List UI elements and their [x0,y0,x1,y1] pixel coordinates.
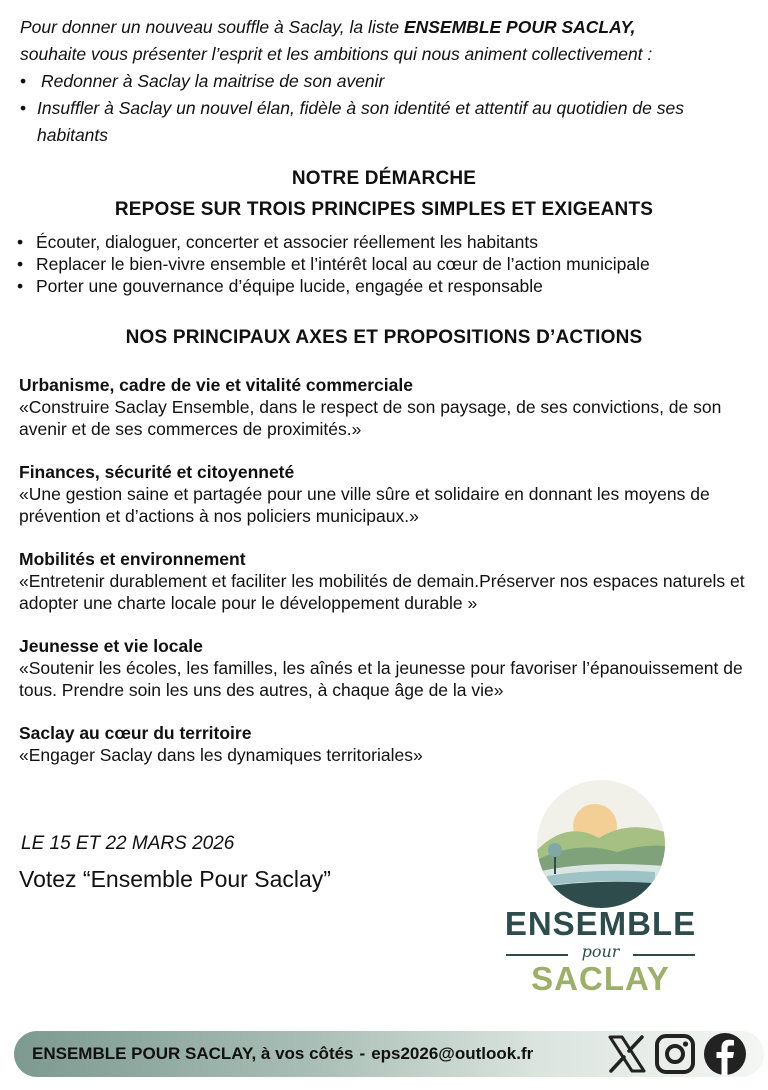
logo-text-saclay: SACLAY [531,960,670,997]
principle-item: • Écouter, dialoguer, concerter et associer réellement les habitants [17,231,757,253]
demarche-title-line-2: REPOSE SUR TROIS PRINCIPES SIMPLES ET EXIGEANTS [114,199,654,220]
campaign-logo [498,768,703,1000]
axis-text: «Engager Saclay dans les dynamiques territoriales» [19,745,423,765]
intro-section [20,14,755,149]
intro-line-1: Pour donner un nouveau souffle à Saclay, la liste ENSEMBLE POUR SACLAY, [20,17,636,37]
footer-slogan: ENSEMBLE POUR SACLAY, à vos côtés [32,1044,354,1063]
footer-bar [14,1031,764,1077]
election-dates: LE 15 ET 22 MARS 2026 [21,833,235,854]
logo-divider [633,954,695,956]
facebook-icon[interactable] [703,1031,747,1077]
intro-bullets [20,68,755,149]
axes-list [19,374,749,787]
axis-item [19,461,749,527]
logo-text-ensemble: ENSEMBLE [504,905,697,942]
list-item: • Redonner à Saclay la maitrise de son avenir [20,68,755,95]
axis-text: «Une gestion saine et partagée pour une ville sûre et solidaire en donnant les moyens de prévention et d’actions à nos policiers municipaux.» [19,484,710,526]
instagram-icon[interactable] [653,1031,697,1077]
axis-title: Finances, sécurité et citoyenneté [19,462,295,482]
intro-line-2: souhaite vous présenter l’esprit et les ambitions qui nous animent collectivement : [20,44,653,64]
axis-title: Mobilités et environnement [19,549,246,569]
principles-list [17,231,757,297]
axis-title: Saclay au cœur du territoire [19,723,252,743]
axes-title: NOS PRINCIPAUX AXES ET PROPOSITIONS D’ACTIONS [125,327,643,348]
vote-slogan: Votez “Ensemble Pour Saclay” [19,866,331,892]
axis-text: «Construire Saclay Ensemble, dans le respect de son paysage, de ses convictions, de son avenir et de ses commerces de proximités.» [19,397,722,439]
axis-title: Jeunesse et vie locale [19,636,203,656]
list-item: • Insuffler à Saclay un nouvel élan, fidèle à son identité et attentif au quotidien de ses habitants [20,95,755,149]
x-icon[interactable] [605,1031,649,1077]
axis-item [19,722,749,766]
footer-separator: - [359,1044,366,1063]
principle-item: • Porter une gouvernance d’équipe lucide, engagée et responsable [17,275,757,297]
axis-title: Urbanisme, cadre de vie et vitalité commerciale [19,375,413,395]
footer-email[interactable]: eps2026@outlook.fr [371,1044,534,1063]
footer-text [32,1042,533,1066]
demarche-title-line-1: NOTRE DÉMARCHE [291,168,477,189]
principle-item: • Replacer le bien-vivre ensemble et l’intérêt local au cœur de l’action municipale [17,253,757,275]
landscape-logo-icon [537,780,665,908]
logo-text-pour: pour [581,942,620,961]
axis-item [19,374,749,440]
axis-text: «Entretenir durablement et faciliter les mobilités de demain.Préserver nos espaces naturels et adopter une charte locale pour le développement durable » [19,571,745,613]
axis-item [19,635,749,701]
list-name: ENSEMBLE POUR SACLAY, [403,17,636,37]
axis-item [19,548,749,614]
axis-text: «Soutenir les écoles, les familles, les aînés et la jeunesse pour favoriser l’épanouissement de tous. Prendre soin les uns des autres, à chaque âge de la vie» [19,658,743,700]
